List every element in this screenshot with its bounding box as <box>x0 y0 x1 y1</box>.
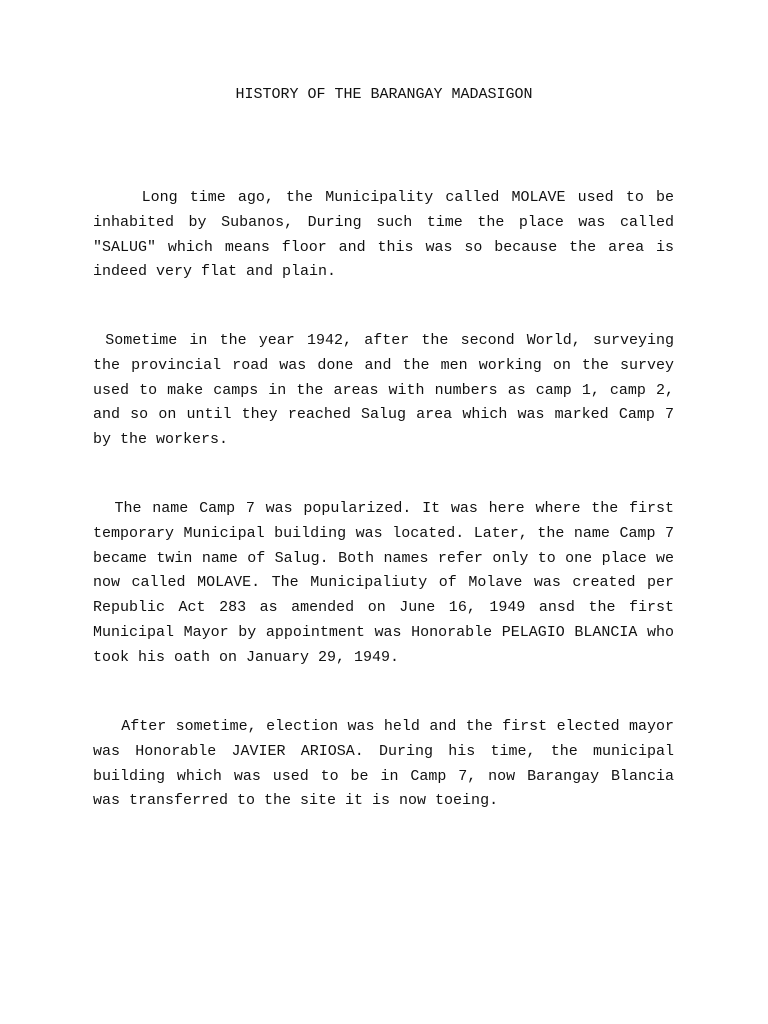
document-title: HISTORY OF THE BARANGAY MADASIGON <box>235 86 533 103</box>
paragraph-camp-survey: Sometime in the year 1942, after the second World, surveying the provincial road was done and the men working on the survey used to make camps in the areas with numbers as camp 1, camp 2, and so on until they reached Salug area which was marked Camp 7 by the workers. <box>93 332 684 449</box>
paragraph-municipality-creation: The name Camp 7 was popularized. It was here where the first temporary Municipal building was located. Later, the name Camp 7 became twin name of Salug. Both names refer only to one place we now called MOLAVE. The Municipaliuty of Molave was created per Republic Act 283 as amended on June 16, 1949 ansd the first Municipal Mayor by appointment was Honorable PELAGIO BLANCIA who took his oath on January 29, 1949. <box>93 500 684 666</box>
paragraph-first-election: After sometime, election was held and the first elected mayor was Honorable JAVIER ARIOSA. During his time, the municipal building which was used to be in Camp 7, now Barangay Blancia was transferred to the site it is now toeing. <box>93 718 684 810</box>
paragraph-origin: Long time ago, the Municipality called MOLAVE used to be inhabited by Subanos, During such time the place was called "SALUG" which means floor and this was so because the area is indeed very flat and plain. <box>93 189 684 281</box>
